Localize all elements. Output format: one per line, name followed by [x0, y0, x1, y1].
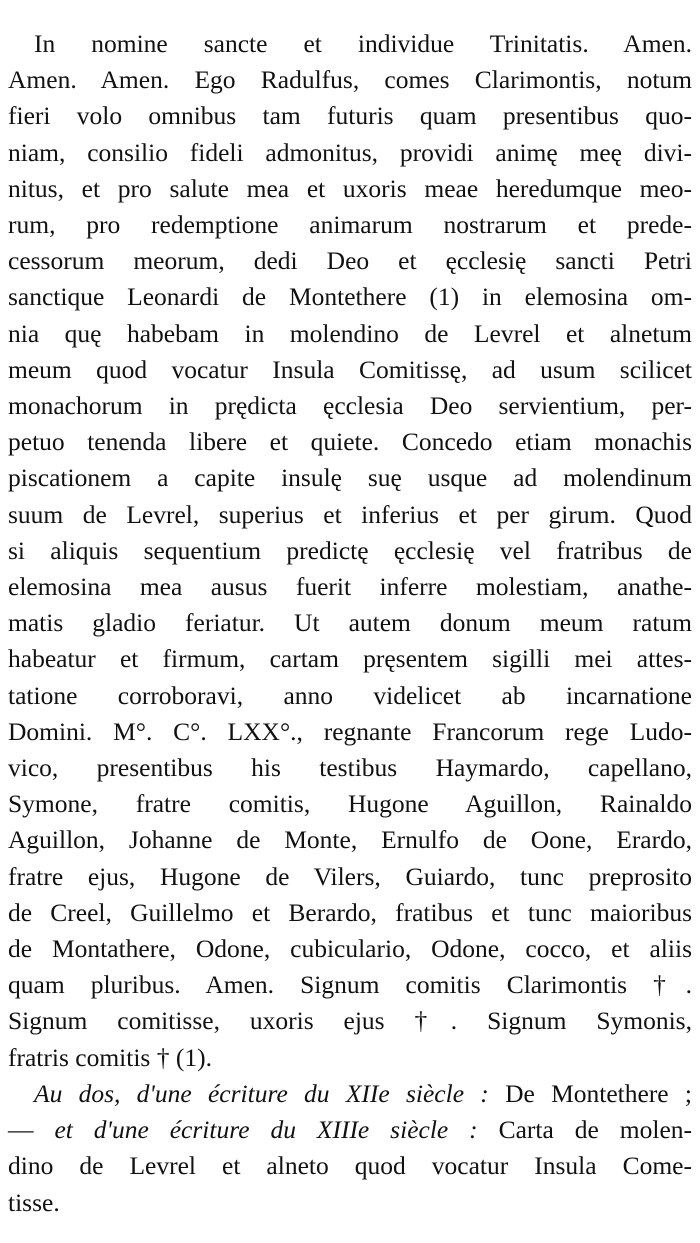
text-line: fieri volo omnibus tam futuris quam presentibus quo- [8, 101, 692, 131]
text-line [8, 1112, 692, 1148]
dorsal-note-text: De Montethere ; [488, 1078, 692, 1108]
text-line: cessorum meorum, dedi Deo et ęcclesię sancti Petri [8, 246, 692, 276]
text-line: de Creel, Guillelmo et Berardo, fratibus et tunc maioribus [8, 897, 692, 927]
dorsal-note-heading-12th: Au dos, d'une écriture du XIIe siècle : [34, 1078, 489, 1108]
text-line: piscationem a capite insulę suę usque ad molendinum [8, 463, 692, 493]
text-line: Symone, fratre comitis, Hugone Aguillon, Rainaldo [8, 789, 692, 819]
text-line: Amen. Amen. Ego Radulfus, comes Clarimontis, notum [8, 65, 692, 95]
text-line: elemosina mea ausus fuerit inferre molestiam, anathe- [8, 572, 692, 602]
text-line: rum, pro redemptione animarum nostrarum et prede- [8, 210, 692, 240]
text-line: fratris comitis † (1). [8, 1042, 212, 1072]
text-line: petuo tenenda libere et quiete. Concedo etiam monachis [8, 427, 692, 457]
text-line: Signum comitisse, uxoris ejus †. Signum Symonis, [8, 1006, 692, 1036]
text-line: tatione corroboravi, anno videlicet ab incarnatione [8, 680, 692, 710]
text-line: meum quod vocatur Insula Comitissę, ad usum scilicet [8, 354, 692, 384]
text-line: dino de Levrel et alneto quod vocatur Insula Come- [8, 1151, 692, 1181]
dorsal-note-text: Carta de molen- [477, 1115, 692, 1145]
dash: — [8, 1115, 55, 1145]
text-line [8, 1076, 692, 1112]
text-line: In nomine sancte et individue Trinitatis. Amen. [34, 29, 692, 58]
text-line: suum de Levrel, superius et inferius et per girum. Quod [8, 499, 692, 529]
text-line: Domini. M°. C°. LXX°., regnante Francorum rege Ludo- [8, 716, 692, 746]
text-line: niam, consilio fideli admonitus, providi animę meę divi- [8, 137, 692, 167]
text-line: tisse. [8, 1187, 60, 1217]
text-line: fratre ejus, Hugone de Vilers, Guiardo, tunc preprosito [8, 861, 692, 891]
text-line: nia quę habebam in molendino de Levrel et alnetum [8, 318, 692, 348]
text-line: Aguillon, Johanne de Monte, Ernulfo de Oone, Erardo, [8, 825, 692, 855]
charter-text [8, 26, 692, 1076]
dorsal-note-heading-13th: et d'une écriture du XIIIe siècle : [54, 1115, 478, 1145]
text-line: matis gladio feriatur. Ut autem donum meum ratum [8, 608, 692, 638]
text-line: nitus, et pro salute mea et uxoris meae heredumque meo- [8, 173, 692, 203]
text-line: sanctique Leonardi de Montethere (1) in elemosina om- [8, 282, 692, 312]
text-line: habeatur et firmum, cartam pręsentem sigilli mei attes- [8, 644, 692, 674]
text-line: monachorum in prędicta ęcclesia Deo servientium, per- [8, 391, 692, 421]
text-line: quam pluribus. Amen. Signum comitis Clarimontis †. [8, 970, 692, 1000]
dorsal-note [8, 1076, 692, 1221]
text-line: si aliquis sequentium predictę ęcclesię vel fratribus de [8, 535, 692, 565]
text-line: vico, presentibus his testibus Haymardo, capellano, [8, 753, 692, 783]
text-line: de Montathere, Odone, cubiculario, Odone, cocco, et aliis [8, 934, 692, 964]
